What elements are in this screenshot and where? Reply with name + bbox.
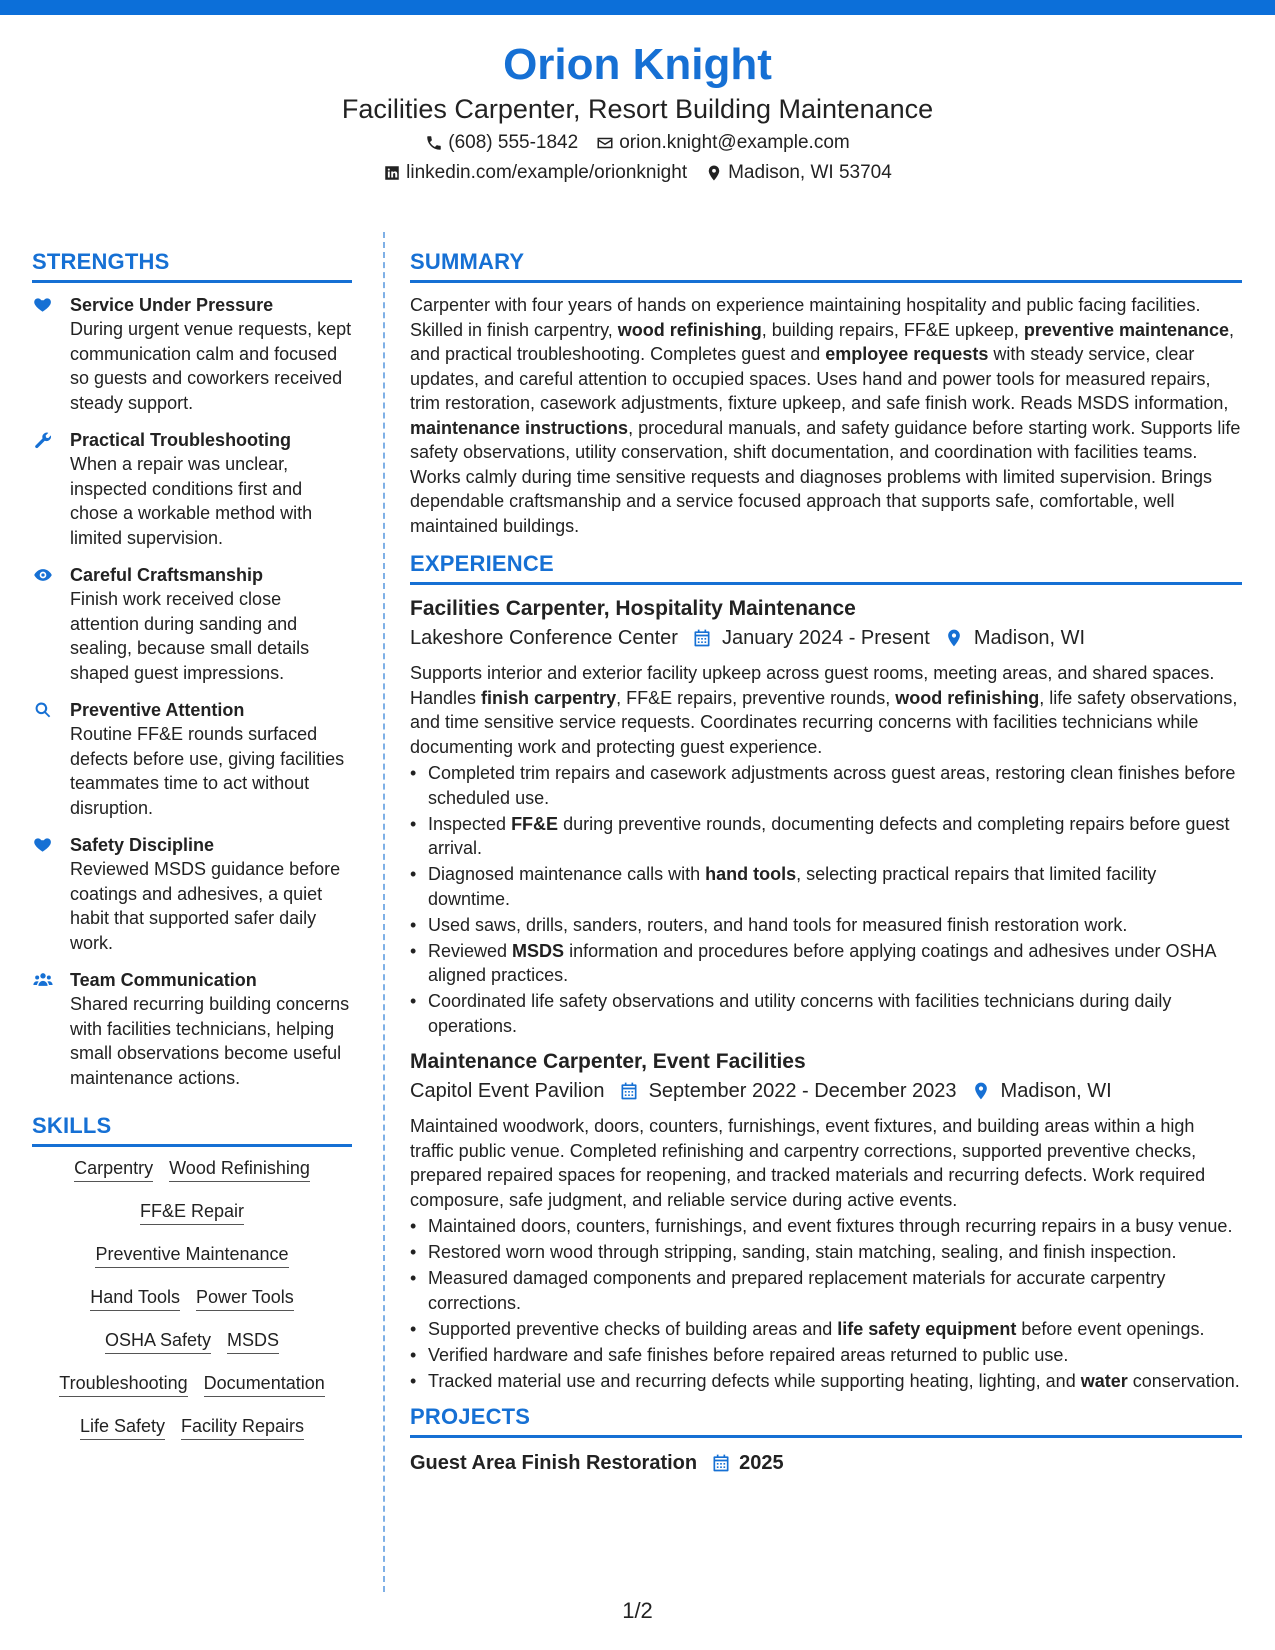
project-entry [410, 1448, 1242, 1478]
phone-text: (608) 555-1842 [448, 132, 579, 153]
bullet-item [410, 989, 1242, 1038]
skill-tag: Power Tools [196, 1286, 294, 1311]
envelope-icon [596, 134, 614, 152]
bullet-item [410, 812, 1242, 861]
wrench-icon [32, 430, 54, 450]
summary-heading: SUMMARY [410, 248, 1242, 283]
bold-text: hand tools [705, 864, 797, 884]
skill-row [32, 1157, 352, 1182]
strength-title: Preventive Attention [70, 700, 245, 720]
job-location: Madison, WI [973, 627, 1086, 649]
map-pin-icon [971, 1081, 991, 1101]
strength-body [70, 968, 352, 1090]
eye-icon [32, 565, 54, 585]
resume-header [0, 40, 1275, 186]
text-run: , building repairs, FF&E upkeep, [761, 319, 1024, 340]
text-run: conservation. [1127, 1370, 1240, 1391]
phone-contact [425, 130, 578, 156]
strength-icon-wrap [32, 563, 56, 685]
search-icon [32, 700, 54, 720]
page-number: 1/2 [622, 1598, 653, 1623]
text-run: Diagnosed maintenance calls with [428, 864, 706, 884]
skill-row [32, 1329, 352, 1354]
right-column [410, 248, 1242, 1478]
strength-icon-wrap [32, 293, 56, 415]
bullet-item [410, 1369, 1242, 1394]
skill-row [32, 1415, 352, 1440]
text-run: , selecting practical repairs that limited facility downtime. [428, 864, 1157, 909]
heart-icon [32, 835, 54, 855]
text-run: with steady service, clear updates, and careful attention to occupied spaces. Uses hand and power tools for measured repairs, trim restoration, casework adjustments, fixture upkeep, and safe finish work. Reads MSDS information, [410, 344, 1229, 413]
strength-description: When a repair was unclear, inspected conditions first and chose a workable method with limited supervision. [70, 454, 313, 548]
skill-tag: Carpentry [74, 1157, 153, 1182]
bold-text: life safety equipment [837, 1318, 1017, 1339]
bullet-item [410, 761, 1242, 810]
bold-text: water [1080, 1370, 1128, 1391]
calendar-icon-wrap [619, 1081, 639, 1101]
text-run: Verified hardware and safe finishes before repaired areas returned to public use. [428, 1344, 1069, 1365]
strengths-list [32, 293, 352, 1090]
skill-tag: OSHA Safety [105, 1329, 211, 1354]
heart-icon [32, 295, 54, 315]
linkedin-contact[interactable] [383, 160, 687, 186]
strength-title: Team Communication [70, 970, 257, 990]
strength-icon-wrap [32, 428, 56, 550]
email-contact[interactable] [596, 130, 850, 156]
job-bullets [410, 761, 1242, 1038]
text-run: Coordinated life safety observations and utility concerns with facilities technicians during daily operations. [428, 991, 1172, 1036]
linkedin-icon [383, 164, 401, 182]
strength-title: Practical Troubleshooting [70, 430, 292, 450]
text-run: Supports interior and exterior facility upkeep across guest rooms, meeting areas, and shared spaces. Handles [410, 663, 1215, 708]
strength-icon-wrap [32, 833, 56, 955]
location-icon-wrap [971, 1081, 991, 1101]
text-run: Reviewed [428, 940, 513, 961]
text-run: Maintained woodwork, doors, counters, furnishings, event fixtures, and building areas within a high traffic public venue. Completed refinishing and carpentry corrections, supported preventive checks, prepared repaired spaces for reopening, and tracked materials and recurring defects. Work required composure, safe judgment, and reliable service during active events. [410, 1116, 1206, 1210]
strength-icon-wrap [32, 698, 56, 820]
bullet-item [410, 1343, 1242, 1368]
strength-item [32, 833, 352, 955]
skill-tag: Wood Refinishing [169, 1157, 310, 1182]
text-run: before event openings. [1016, 1318, 1205, 1339]
strength-body [70, 698, 352, 820]
project-year: 2025 [739, 1452, 784, 1474]
text-run: Completed trim repairs and casework adjustments across guest areas, restoring clean finishes before scheduled use. [428, 763, 1236, 808]
job-meta [410, 623, 1242, 653]
job-entry [410, 595, 1242, 1038]
phone-icon [425, 134, 443, 152]
text-run: during preventive rounds, documenting defects and completing repairs before guest arrival. [428, 813, 1230, 858]
skill-tag: Documentation [204, 1372, 325, 1397]
strength-title: Careful Craftsmanship [70, 565, 264, 585]
skill-row [32, 1372, 352, 1397]
map-pin-icon [705, 164, 723, 182]
text-run: , life safety observations, and time sensitive service requests. Coordinates recurring concerns with facilities technicians while documenting work and protecting guest experience. [410, 687, 1238, 757]
job-entry [410, 1048, 1242, 1393]
text-run: Maintained doors, counters, furnishings, and event fixtures through recurring repairs in a busy venue. [428, 1216, 1233, 1236]
skill-tag: Troubleshooting [59, 1372, 187, 1397]
strength-title: Service Under Pressure [70, 295, 274, 315]
job-meta [410, 1076, 1242, 1106]
strength-item [32, 293, 352, 415]
bullet-item [410, 1317, 1242, 1342]
text-run: Restored worn wood through stripping, sanding, stain matching, sealing, and finish inspection. [428, 1242, 1177, 1262]
contact-line-2 [0, 160, 1275, 186]
strength-item [32, 428, 352, 550]
calendar-icon [692, 628, 712, 648]
skill-row [32, 1243, 352, 1268]
location-icon-wrap [944, 628, 964, 648]
left-column [32, 248, 352, 1458]
job-location: Madison, WI [1000, 1080, 1112, 1102]
bullet-item [410, 913, 1242, 938]
users-icon [32, 970, 54, 990]
text-run: Supported preventive checks of building areas and [428, 1318, 838, 1339]
calendar-icon [711, 1453, 731, 1473]
text-run: , procedural manuals, and safety guidance before starting work. Supports life safety observations, utility conservation, shift documentation, and coordination with facilities teams. Works calmly during time sensitive requests and diagnoses problems with limited supervision. Brings dependable craftsmanship and a service focused approach that supports safe, comfortable, well maintained buildings. [410, 417, 1241, 536]
strength-description: Shared recurring building concerns with facilities technicians, helping small observations become useful maintenance actions. [70, 994, 350, 1088]
location-contact [705, 160, 892, 186]
strength-item [32, 698, 352, 820]
bullet-item [410, 939, 1242, 988]
text-run: information and procedures before applying coatings and adhesives under OSHA aligned practices. [428, 940, 1216, 985]
job-description [410, 1114, 1242, 1212]
skill-tag: MSDS [227, 1329, 279, 1354]
bold-text: employee requests [825, 344, 989, 364]
bold-text: FF&E [511, 813, 559, 834]
calendar-icon-wrap [711, 1453, 731, 1473]
company-name: Lakeshore Conference Center [410, 627, 678, 649]
bold-text: maintenance instructions [410, 417, 629, 438]
strength-body [70, 293, 352, 415]
email-text: orion.knight@example.com [619, 132, 850, 153]
strength-description: Finish work received close attention during sanding and sealing, because small details shaped guest impressions. [70, 589, 310, 683]
bold-text: finish carpentry [481, 687, 617, 708]
job-dates: January 2024 - Present [721, 627, 930, 649]
text-run: Tracked material use and recurring defects while supporting heating, lighting, and [428, 1370, 1081, 1391]
location-text: Madison, WI 53704 [728, 162, 892, 183]
strength-body [70, 563, 352, 685]
text-run: Carpenter with four years of hands on experience maintaining hospitality and public facing facilities. Skilled in finish carpentry, [410, 295, 1201, 340]
bold-text: MSDS [512, 940, 565, 961]
strengths-heading: STRENGTHS [32, 248, 352, 283]
bullet-item [410, 1240, 1242, 1265]
top-accent-bar [0, 0, 1275, 15]
strength-icon-wrap [32, 968, 56, 1090]
skills-heading: SKILLS [32, 1112, 352, 1147]
candidate-name: Orion Knight [503, 40, 772, 89]
strength-item [32, 968, 352, 1090]
strength-body [70, 833, 352, 955]
strength-description: Reviewed MSDS guidance before coatings and adhesives, a quiet habit that supported safer daily work. [70, 859, 341, 953]
text-run: , and practical troubleshooting. Completes guest and [410, 319, 1235, 364]
skill-row [32, 1200, 352, 1225]
project-title: Guest Area Finish Restoration [410, 1452, 698, 1474]
bullet-item [410, 1266, 1242, 1315]
bold-text: preventive maintenance [1023, 319, 1229, 340]
job-description [410, 661, 1242, 759]
job-title: Facilities Carpenter, Hospitality Maintenance [410, 597, 856, 620]
candidate-title: Facilities Carpenter, Resort Building Maintenance [341, 94, 934, 124]
bullet-item [410, 862, 1242, 911]
skill-tag: Preventive Maintenance [95, 1243, 288, 1268]
strength-description: During urgent venue requests, kept communication calm and focused so guests and coworkers received steady support. [70, 319, 352, 413]
skill-row [32, 1286, 352, 1311]
job-bullets [410, 1214, 1242, 1393]
map-pin-icon [944, 628, 964, 648]
text-run: Inspected [428, 813, 512, 834]
bullet-item [410, 1214, 1242, 1239]
calendar-icon [619, 1081, 639, 1101]
contact-line-1 [0, 130, 1275, 156]
calendar-icon-wrap [692, 628, 712, 648]
skill-tag: Hand Tools [90, 1286, 180, 1311]
summary-text [410, 293, 1242, 538]
strength-body [70, 428, 352, 550]
company-name: Capitol Event Pavilion [410, 1080, 605, 1102]
strength-item [32, 563, 352, 685]
text-run: Measured damaged components and prepared replacement materials for accurate carpentry corrections. [428, 1268, 1166, 1313]
strength-description: Routine FF&E rounds surfaced defects before use, giving facilities teammates time to act without disruption. [70, 724, 345, 818]
projects-heading: PROJECTS [410, 1403, 1242, 1438]
job-title: Maintenance Carpenter, Event Facilities [410, 1050, 806, 1073]
column-divider [383, 232, 385, 1592]
skill-tag: FF&E Repair [140, 1200, 244, 1225]
skills-list [32, 1157, 352, 1440]
bold-text: wood refinishing [617, 319, 762, 340]
jobs-list [410, 595, 1242, 1393]
linkedin-text: linkedin.com/example/orionknight [406, 162, 688, 183]
skill-tag: Life Safety [80, 1415, 165, 1440]
strength-title: Safety Discipline [70, 835, 215, 855]
bold-text: wood refinishing [895, 687, 1040, 708]
text-run: , FF&E repairs, preventive rounds, [616, 687, 896, 708]
projects-list [410, 1448, 1242, 1478]
skill-tag: Facility Repairs [181, 1415, 304, 1440]
text-run: Used saws, drills, sanders, routers, and hand tools for measured finish restoration work. [428, 914, 1128, 935]
experience-heading: EXPERIENCE [410, 550, 1242, 585]
job-dates: September 2022 - December 2023 [648, 1080, 957, 1102]
